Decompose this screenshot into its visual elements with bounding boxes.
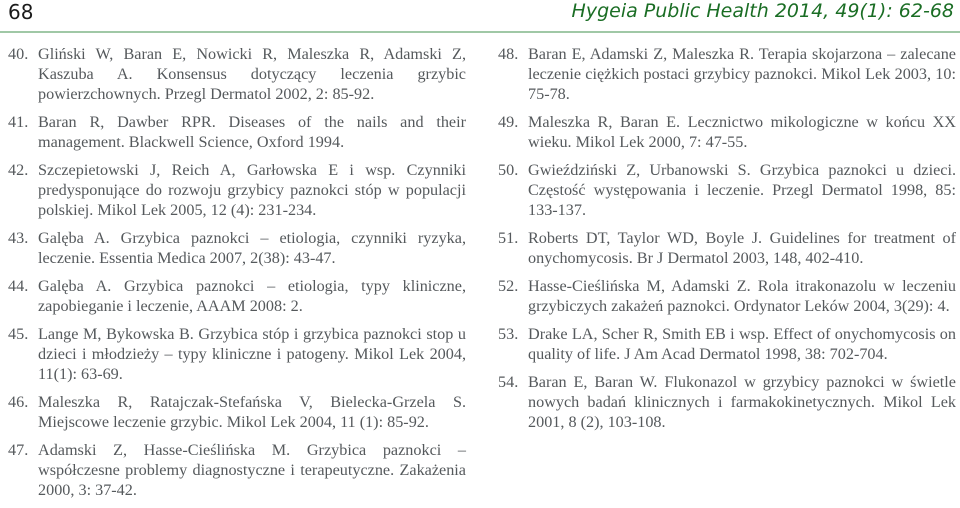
reference-number: 53. [498, 325, 519, 343]
reference-text: Galęba A. Grzybica paznokci – etiologia, typy kliniczne, zapobieganie i leczenie, AAAM 2008: 2. [38, 277, 466, 315]
reference-number: 47. [8, 441, 29, 459]
reference-text: Baran E, Adamski Z, Maleszka R. Terapia skojarzona – zalecane leczenie ciężkich postaci grzybicy paznokci. Mikol Lek 2003, 10: 75-78. [528, 45, 956, 103]
reference-number: 44. [8, 277, 29, 295]
reference-number: 48. [498, 45, 519, 63]
reference-number: 49. [498, 113, 519, 131]
reference-number: 54. [498, 373, 519, 391]
reference-text: Gwieździński Z, Urbanowski S. Grzybica paznokci u dzieci. Częstość występowania i leczenie. Przegl Dermatol 1998, 85: 133-137. [528, 161, 956, 219]
reference-text: Roberts DT, Taylor WD, Boyle J. Guidelines for treatment of onychomycosis. Br J Dermatol 2003, 148, 402-410. [528, 229, 956, 267]
reference-item [8, 228, 466, 268]
reference-number: 50. [498, 161, 519, 179]
references-right-column [498, 44, 956, 440]
reference-number: 43. [8, 229, 29, 247]
reference-item [8, 392, 466, 432]
reference-item [8, 112, 466, 152]
journal-citation: Hygeia Public Health 2014, 49(1): 62-68 [571, 0, 954, 22]
reference-item [498, 228, 956, 268]
reference-text: Lange M, Bykowska B. Grzybica stóp i grzybica paznokci stop u dzieci i młodzieży – typy kliniczne i patogeny. Mikol Lek 2004, 11(1): 63-69. [38, 325, 466, 383]
reference-item [498, 112, 956, 152]
reference-text: Drake LA, Scher R, Smith EB i wsp. Effect of onychomycosis on quality of life. J Am Acad Dermatol 1998, 38: 702-704. [528, 325, 956, 363]
reference-text: Maleszka R, Ratajczak-Stefańska V, Bielecka-Grzela S. Miejscowe leczenie grzybic. Mikol Lek 2004, 11 (1): 85-92. [38, 393, 466, 431]
reference-text: Maleszka R, Baran E. Lecznictwo mikologiczne w końcu XX wieku. Mikol Lek 2000, 7: 47-55. [528, 113, 956, 151]
reference-text: Adamski Z, Hasse-Cieślińska M. Grzybica paznokci – współczesne problemy diagnostyczne i terapeutyczne. Zakażenia 2000, 3: 37-42. [38, 441, 466, 499]
reference-item [8, 440, 466, 500]
reference-item [498, 372, 956, 432]
reference-number: 45. [8, 325, 29, 343]
reference-number: 42. [8, 161, 29, 179]
reference-text: Galęba A. Grzybica paznokci – etiologia, czynniki ryzyka, leczenie. Essentia Medica 2007, 2(38): 43-47. [38, 229, 466, 267]
reference-item [498, 160, 956, 220]
reference-text: Hasse-Cieślińska M, Adamski Z. Rola itrakonazolu w leczeniu grzybiczych zakażeń paznokci. Ordynator Leków 2004, 3(29): 4. [528, 277, 956, 315]
references-left-column [8, 44, 466, 508]
reference-text: Gliński W, Baran E, Nowicki R, Maleszka R, Adamski Z, Kaszuba A. Konsensus dotyczący leczenia grzybic powierzchownych. Przegl Dermatol 2002, 2: 85-92. [38, 45, 466, 103]
reference-text: Baran E, Baran W. Flukonazol w grzybicy paznokci w świetle nowych badań klinicznych i farmakokinetycznych. Mikol Lek 2001, 8 (2), 103-108. [528, 373, 956, 431]
reference-number: 52. [498, 277, 519, 295]
reference-item [8, 44, 466, 104]
reference-number: 46. [8, 393, 29, 411]
reference-item [498, 44, 956, 104]
page-header [0, 0, 960, 36]
reference-number: 51. [498, 229, 519, 247]
reference-text: Szczepietowski J, Reich A, Garłowska E i wsp. Czynniki predysponujące do rozwoju grzybicy paznokci stóp w populacji polskiej. Mikol Lek 2005, 12 (4): 231-234. [38, 161, 466, 219]
header-rule [0, 31, 960, 33]
page-number: 68 [8, 0, 34, 24]
reference-number: 40. [8, 45, 29, 63]
reference-item [498, 276, 956, 316]
reference-item [8, 160, 466, 220]
reference-item [8, 276, 466, 316]
reference-number: 41. [8, 113, 29, 131]
reference-item [498, 324, 956, 364]
reference-item [8, 324, 466, 384]
reference-text: Baran R, Dawber RPR. Diseases of the nails and their management. Blackwell Science, Oxford 1994. [38, 113, 466, 151]
